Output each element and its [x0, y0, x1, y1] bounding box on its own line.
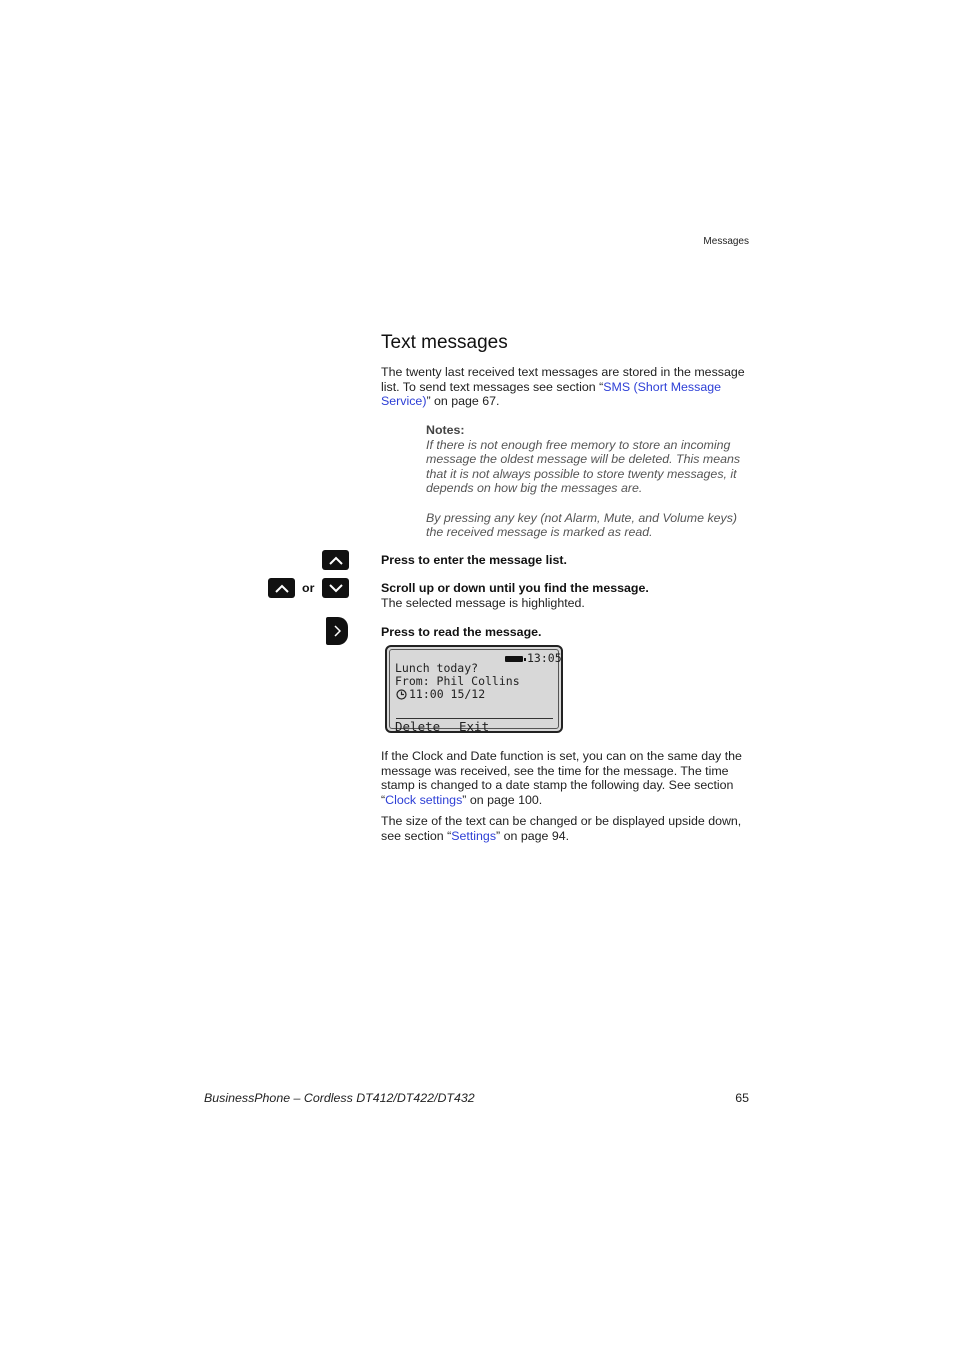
intro-paragraph [381, 365, 751, 409]
settings-link[interactable]: Settings [451, 828, 497, 843]
softkey-exit[interactable]: Exit [459, 719, 490, 734]
or-label: or [302, 581, 315, 595]
softkey-delete[interactable]: Delete [395, 719, 441, 734]
clock-text-end: ” on page 100. [462, 792, 543, 807]
page-number: 65 [735, 1091, 749, 1105]
section-title: Text messages [381, 332, 508, 353]
clock-paragraph [381, 749, 751, 807]
step-enter-list [381, 553, 761, 568]
notes-title: Notes: [426, 423, 465, 437]
up-key-icon [268, 578, 295, 598]
display-line-timestamp: 11:00 15/12 [409, 687, 486, 701]
step-read-instruction: Press to read the message. [381, 625, 542, 639]
display-line-sender: From: Phil Collins [395, 674, 520, 688]
display-line-subject: Lunch today? [395, 661, 479, 675]
up-key-icon [322, 550, 349, 570]
settings-paragraph [381, 814, 751, 843]
step-scroll-detail: The selected message is highlighted. [381, 595, 585, 610]
step-read [381, 625, 761, 640]
right-key-icon [326, 617, 348, 645]
running-head: Messages [703, 236, 749, 247]
settings-text-end: ” on page 94. [496, 828, 570, 843]
clock-settings-link[interactable]: Clock settings [385, 792, 463, 807]
battery-icon [505, 656, 523, 662]
sms-section-link[interactable]: SMS (Short Message Service) [381, 379, 721, 409]
notes-block [426, 423, 756, 540]
display-frame [389, 649, 562, 734]
settings-text: The size of the text can be changed or be displayed upside down, see section “ [381, 814, 742, 843]
down-key-icon [322, 578, 349, 598]
step-scroll [381, 581, 761, 610]
step-enter-list-instruction: Press to enter the message list. [381, 553, 567, 567]
clock-text: If the Clock and Date function is set, you can on the same day the message was received, see the time for the message. The time stamp is changed to a date stamp the following day. See section “ [381, 749, 742, 807]
intro-text: The twenty last received text messages are stored in the message list. To send text messages see section “ [381, 365, 745, 394]
clock-icon [396, 689, 407, 700]
note-mark-read: By pressing any key (not Alarm, Mute, and Volume keys) the received message is marked as read. [426, 510, 738, 540]
step-scroll-instruction: Scroll up or down until you find the message. [381, 581, 649, 595]
footer-product: BusinessPhone – Cordless DT412/DT422/DT432 [204, 1091, 475, 1105]
phone-display [385, 645, 563, 733]
note-memory: If there is not enough free memory to store an incoming message the oldest message will be deleted. This means that it is not always possible to store twenty messages, it depends on how big the messages are. [426, 437, 741, 496]
intro-text-end: ” on page 67. [426, 394, 500, 409]
display-time: 13:05 [527, 651, 562, 665]
